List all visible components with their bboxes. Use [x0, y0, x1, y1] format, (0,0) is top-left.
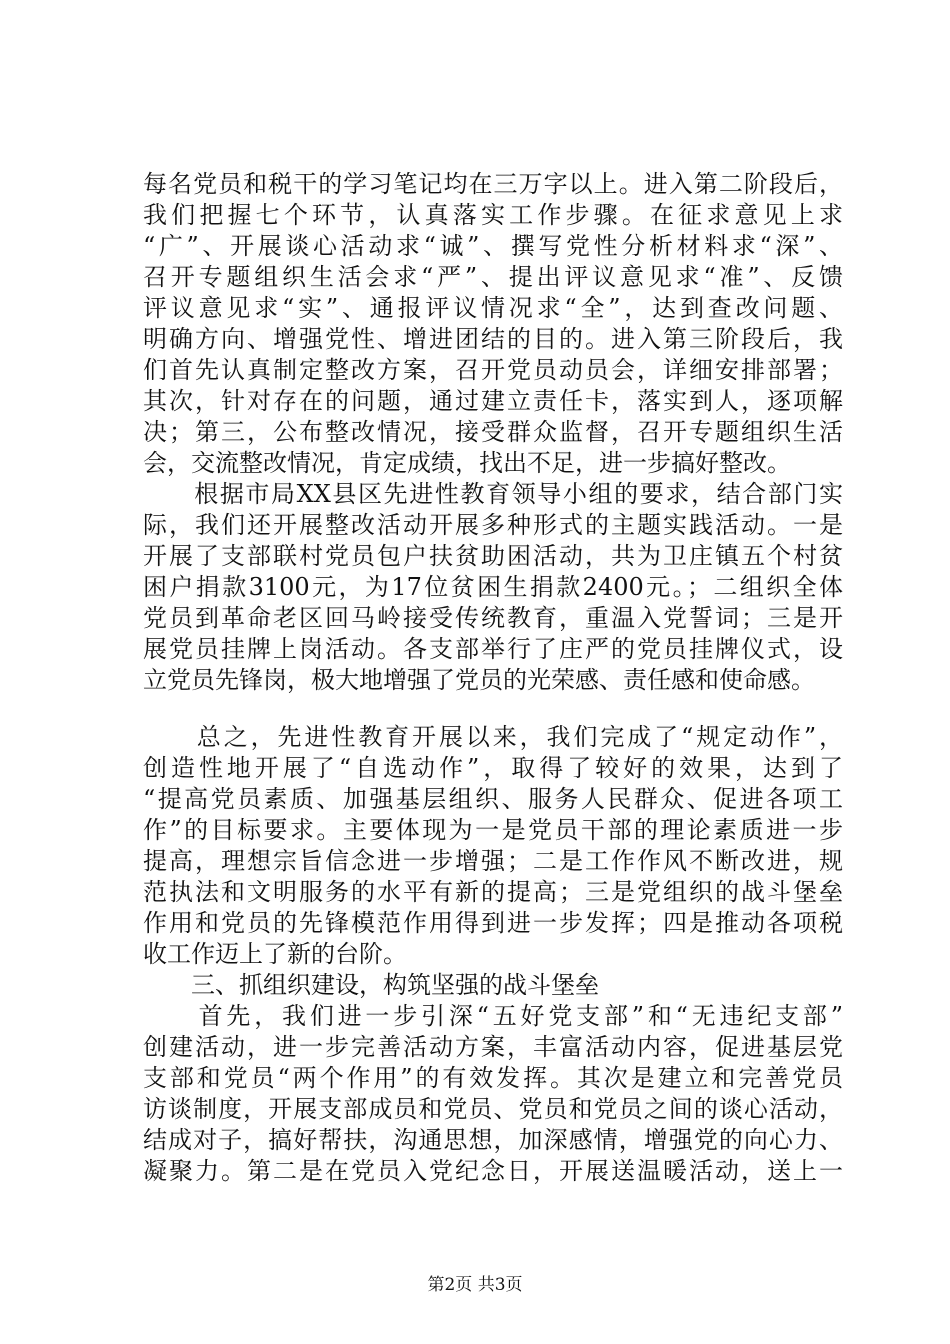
text-line: 其次，针对存在的问题，通过建立责任卡，落实到人，逐项解: [143, 387, 843, 415]
text-line: 收工作迈上了新的台阶。: [143, 940, 407, 968]
text-line: 们首先认真制定整改方案，召开党员动员会，详细安排部署；: [143, 356, 843, 384]
text-line: “提高党员素质、加强基层组织、服务人民群众、促进各项工: [143, 785, 843, 813]
text-line: 明确方向、增强党性、增进团结的目的。进入第三阶段后，我: [143, 325, 843, 353]
text-line: 支部和党员“两个作用”的有效发挥。其次是建立和完善党员: [143, 1064, 843, 1092]
text-line: 首先，我们进一步引深“五好党支部”和“无违纪支部”: [143, 1002, 843, 1030]
text-line: 我们把握七个环节，认真落实工作步骤。在征求意见上求: [143, 201, 843, 229]
text-line: 召开专题组织生活会求“严”、提出评议意见求“准”、反馈: [143, 263, 843, 291]
page-number-footer: 第2页 共3页: [427, 1275, 523, 1295]
section-heading: 三、抓组织建设，构筑坚强的战斗堡垒: [143, 971, 599, 999]
text-line: 会，交流整改情况，肯定成绩，找出不足，进一步搞好整改。: [143, 449, 791, 477]
text-line: 总之，先进性教育开展以来，我们完成了“规定动作”，: [143, 723, 843, 751]
text-line: 每名党员和税干的学习笔记均在三万字以上。进入第二阶段后，: [143, 170, 843, 198]
text-line: 党员到革命老区回马岭接受传统教育，重温入党誓词；三是开: [143, 604, 843, 632]
text-line: 创建活动，进一步完善活动方案，丰富活动内容，促进基层党: [143, 1033, 843, 1061]
text-line: 困户捐款3100元，为17位贫困生捐款2400元。；二组织全体: [143, 573, 843, 601]
text-line: 凝聚力。第二是在党员入党纪念日，开展送温暖活动，送上一: [143, 1157, 843, 1185]
text-line: 际，我们还开展整改活动开展多种形式的主题实践活动。一是: [143, 511, 843, 539]
text-line: 立党员先锋岗，极大地增强了党员的光荣感、责任感和使命感。: [143, 666, 815, 694]
text-line: 展党员挂牌上岗活动。各支部举行了庄严的党员挂牌仪式，设: [143, 635, 843, 663]
text-line: 评议意见求“实”、通报评议情况求“全”，达到查改问题、: [143, 294, 843, 322]
text-line: 提高，理想宗旨信念进一步增强；二是工作作风不断改进，规: [143, 847, 843, 875]
text-line: 根据市局XX县区先进性教育领导小组的要求，结合部门实: [143, 480, 843, 508]
text-line: 作用和党员的先锋模范作用得到进一步发挥；四是推动各项税: [143, 909, 843, 937]
text-line: 开展了支部联村党员包户扶贫助困活动，共为卫庄镇五个村贫: [143, 542, 843, 570]
text-line: 作”的目标要求。主要体现为一是党员干部的理论素质进一步: [143, 816, 843, 844]
text-line: 访谈制度，开展支部成员和党员、党员和党员之间的谈心活动，: [143, 1095, 843, 1123]
text-line: 创造性地开展了“自选动作”，取得了较好的效果，达到了: [143, 754, 843, 782]
text-line: 范执法和文明服务的水平有新的提高；三是党组织的战斗堡垒: [143, 878, 843, 906]
text-line: 结成对子，搞好帮扶，沟通思想，加深感情，增强党的向心力、: [143, 1126, 843, 1154]
text-line: “广”、开展谈心活动求“诚”、撰写党性分析材料求“深”、: [143, 232, 843, 260]
text-line: 决；第三，公布整改情况，接受群众监督，召开专题组织生活: [143, 418, 843, 446]
